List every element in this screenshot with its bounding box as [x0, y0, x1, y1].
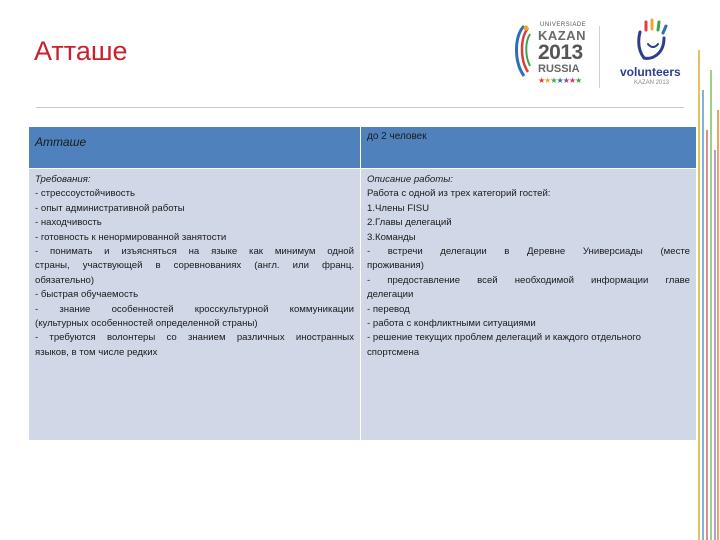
role-count: до 2 человек — [367, 131, 427, 142]
requirement-line: - быстрая обучаемость — [35, 289, 139, 301]
requirement-line: - знание особенностей кросскультурной коммуникации — [35, 303, 354, 315]
universiade-city-text: KAZAN — [538, 28, 586, 43]
description-line: 3.Команды — [367, 231, 416, 243]
description-line: - решение текущих проблем делегаций и каждого отдельного — [367, 332, 641, 344]
requirement-line: - понимать и изъясняться на языке как минимум одной — [35, 246, 354, 258]
requirement-line: - стрессоустойчивость — [35, 188, 135, 200]
universiade-logo — [510, 18, 588, 84]
universiade-year-text: 2013 — [538, 41, 583, 64]
description-line: - работа с конфликтными ситуациями — [367, 318, 536, 330]
volunteer-hand-icon — [630, 18, 674, 62]
description-heading: Описание работы: — [367, 174, 453, 185]
requirement-line: - требуются волонтеры со знанием различных иностранных — [35, 332, 354, 344]
requirement-line: - находчивость — [35, 217, 102, 229]
description-cell — [361, 169, 697, 441]
description-line: делегации — [367, 289, 414, 301]
attache-info-table — [28, 126, 697, 441]
volunteers-logo — [612, 18, 702, 90]
requirements-block — [29, 169, 360, 364]
description-line: - предоставление всей необходимой информации главе — [367, 274, 690, 286]
description-line: 2.Главы делегаций — [367, 217, 452, 229]
requirement-line: страны, участвующей в соревнованиях (англ. или франц. — [35, 260, 354, 272]
description-line: проживания) — [367, 260, 424, 272]
requirement-line: языков, в том числе редких — [35, 346, 158, 358]
description-block — [361, 169, 696, 364]
requirement-line: (культурных особенностей определенной страны) — [35, 318, 258, 330]
description-line: 1.Члены FISU — [367, 202, 430, 214]
header-cell-role — [29, 127, 361, 169]
role-title: Атташе — [35, 135, 87, 149]
description-line: - встречи делегации в Деревне Универсиады (месте — [367, 246, 690, 258]
title-divider — [36, 107, 684, 108]
description-line: - перевод — [367, 303, 410, 315]
slide-title: Атташе — [34, 36, 128, 66]
requirements-heading: Требования: — [35, 174, 91, 185]
universiade-stars-icon: ★★★★★★★ — [538, 76, 582, 85]
requirement-line: - готовность к ненормированной занятости — [35, 231, 227, 243]
universiade-top-text: UNIVERSIADE — [540, 22, 587, 28]
header-cell-count — [361, 127, 697, 169]
description-line: спортсмена — [367, 346, 420, 358]
decorative-stripes-icon — [696, 50, 720, 540]
logo-divider — [599, 26, 600, 88]
requirement-line: обязательно) — [35, 274, 95, 286]
requirement-line: - опыт административной работы — [35, 202, 185, 214]
table-header-row — [29, 127, 697, 169]
universiade-country-text: RUSSIA — [538, 63, 580, 75]
table-body-row — [29, 169, 697, 441]
volunteers-subtext: KAZAN 2013 — [634, 80, 670, 86]
description-line: Работа с одной из трех категорий гостей: — [367, 188, 551, 200]
volunteers-word: volunteers — [620, 65, 681, 79]
universiade-emblem-icon — [510, 22, 536, 80]
requirements-cell — [29, 169, 361, 441]
